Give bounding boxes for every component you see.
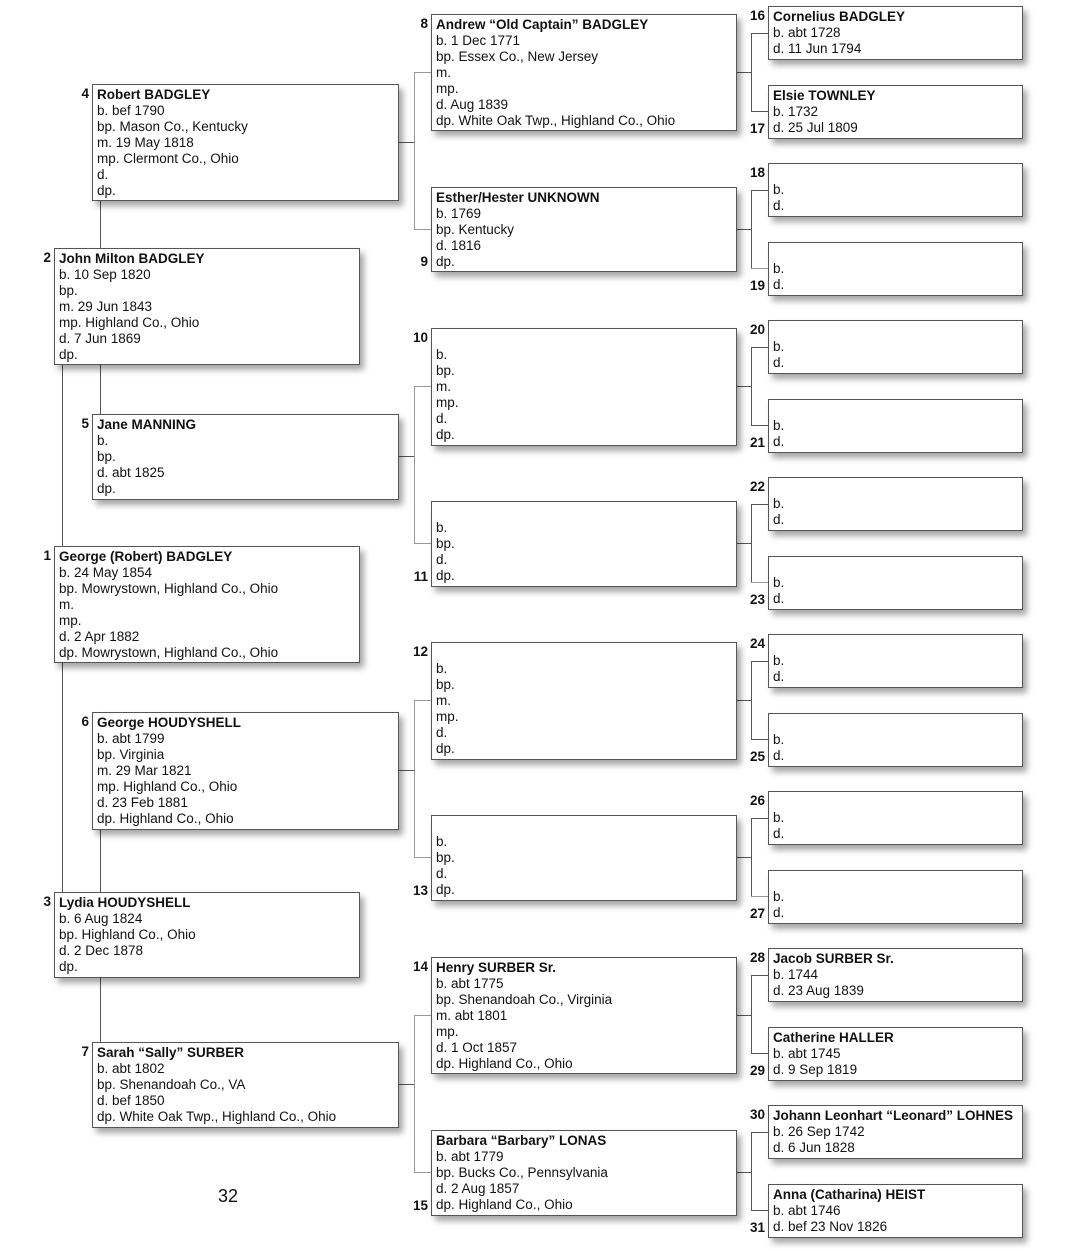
person-box — [431, 328, 737, 446]
person-detail: b. abt 1802 — [97, 1061, 165, 1076]
person-name: Lydia HOUDYSHELL — [59, 895, 191, 910]
person-detail: d. 1 Oct 1857 — [436, 1040, 518, 1055]
person-name: John Milton BADGLEY — [59, 251, 205, 266]
person-detail: b. — [436, 347, 448, 362]
person-detail: d. — [773, 591, 785, 606]
person-box — [768, 163, 1023, 217]
person-detail: mp. Highland Co., Ohio — [59, 315, 200, 330]
connector-line — [399, 142, 414, 143]
connector-line — [737, 857, 751, 858]
ahnentafel-number: 10 — [412, 330, 428, 345]
person-detail: dp. White Oak Twp., Highland Co., Ohio — [97, 1109, 337, 1124]
connector-line — [737, 386, 751, 387]
ahnentafel-number: 9 — [420, 254, 428, 269]
person-detail: bp. Shenandoah Co., Virginia — [436, 992, 613, 1007]
connector-line — [751, 33, 768, 34]
ahnentafel-number: 14 — [412, 959, 428, 974]
person-detail: dp. White Oak Twp., Highland Co., Ohio — [436, 113, 676, 128]
connector-line — [414, 1015, 415, 1173]
ahnentafel-number: 12 — [412, 644, 428, 659]
person-detail: b. — [436, 834, 448, 849]
person-detail: bp. Kentucky — [436, 222, 515, 237]
person-detail: d. 23 Aug 1839 — [773, 983, 864, 998]
ahnentafel-number: 17 — [749, 121, 765, 136]
person-detail: b. — [773, 261, 785, 276]
connector-line — [737, 1172, 751, 1173]
person-detail: dp. — [59, 959, 78, 974]
person-name — [773, 245, 1018, 261]
person-detail: d. — [773, 905, 785, 920]
person-detail: d. — [773, 277, 785, 292]
ahnentafel-number: 24 — [749, 636, 765, 651]
person-detail: dp. Mowrystown, Highland Co., Ohio — [59, 645, 279, 660]
connector-line — [399, 456, 414, 457]
connector-line — [414, 386, 415, 544]
person-name — [436, 818, 732, 834]
ahnentafel-number: 16 — [749, 8, 765, 23]
person-detail: bp. Mason Co., Kentucky — [97, 119, 248, 134]
connector-line — [100, 977, 101, 1042]
person-name: Barbara “Barbary” LONAS — [436, 1133, 607, 1148]
person-detail: b. 26 Sep 1742 — [773, 1124, 865, 1139]
person-name: George HOUDYSHELL — [97, 715, 242, 730]
connector-line — [751, 582, 768, 583]
person-box — [768, 870, 1023, 924]
ahnentafel-number: 18 — [749, 165, 765, 180]
person-detail: dp. — [59, 347, 78, 362]
person-detail: d. — [436, 866, 448, 881]
person-box — [431, 642, 737, 760]
person-detail: mp. — [59, 613, 82, 628]
person-box — [768, 1184, 1023, 1238]
person-name — [773, 716, 1018, 732]
person-box — [768, 85, 1023, 139]
person-box — [768, 399, 1023, 453]
person-detail: d. 9 Sep 1819 — [773, 1062, 858, 1077]
connector-line — [751, 739, 768, 740]
person-detail: m. — [436, 379, 451, 394]
person-detail: bp. — [97, 449, 116, 464]
person-box — [54, 546, 360, 663]
person-box — [768, 713, 1023, 767]
person-detail: d. 2 Dec 1878 — [59, 943, 144, 958]
person-box — [431, 187, 737, 272]
connector-line — [414, 857, 431, 858]
person-detail: dp. — [436, 254, 455, 269]
person-detail: dp. — [97, 481, 116, 496]
person-detail: bp. Bucks Co., Pennsylvania — [436, 1165, 608, 1180]
ahnentafel-number: 15 — [412, 1198, 428, 1213]
person-detail: d. — [773, 512, 785, 527]
person-name — [773, 794, 1018, 810]
person-detail: d. 1816 — [436, 238, 482, 253]
person-detail: d. abt 1825 — [97, 465, 165, 480]
person-name: Cornelius BADGLEY — [773, 9, 906, 24]
connector-line — [414, 700, 415, 858]
connector-line — [737, 229, 751, 230]
person-detail: b. 1 Dec 1771 — [436, 33, 521, 48]
person-name: Robert BADGLEY — [97, 87, 211, 102]
person-detail: d. bef 1850 — [97, 1093, 165, 1108]
person-detail: b. 1732 — [773, 104, 819, 119]
person-name: Jane MANNING — [97, 417, 197, 432]
person-detail: b. — [773, 889, 785, 904]
person-detail: d. — [773, 434, 785, 449]
connector-line — [751, 818, 768, 819]
person-box — [431, 14, 737, 131]
connector-line — [751, 975, 752, 1053]
connector-line — [751, 347, 768, 348]
connector-line — [414, 543, 431, 544]
person-detail: b. — [773, 418, 785, 433]
person-detail: mp. — [436, 1024, 459, 1039]
person-name: Elsie TOWNLEY — [773, 88, 876, 103]
person-name — [773, 480, 1018, 496]
person-detail: b. 10 Sep 1820 — [59, 267, 151, 282]
person-detail: mp. — [436, 81, 459, 96]
person-detail: bp. Highland Co., Ohio — [59, 927, 196, 942]
person-detail: b. 1769 — [436, 206, 482, 221]
person-name: Catherine HALLER — [773, 1030, 894, 1045]
connector-line — [751, 896, 768, 897]
person-name — [773, 559, 1018, 575]
page-number: 32 — [218, 1186, 239, 1206]
ahnentafel-number: 30 — [749, 1107, 765, 1122]
connector-line — [414, 1172, 431, 1173]
person-detail: mp. — [436, 709, 459, 724]
person-name — [773, 166, 1018, 182]
ahnentafel-number: 26 — [749, 793, 765, 808]
connector-line — [751, 661, 768, 662]
person-detail: b. abt 1775 — [436, 976, 504, 991]
person-detail: d. — [773, 748, 785, 763]
person-box — [768, 791, 1023, 845]
person-box — [768, 556, 1023, 610]
person-detail: bp. — [436, 850, 455, 865]
person-detail: m. 29 Jun 1843 — [59, 299, 153, 314]
connector-line — [751, 268, 768, 269]
connector-line — [414, 1015, 431, 1016]
ahnentafel-number: 19 — [749, 278, 765, 293]
person-detail: d. 6 Jun 1828 — [773, 1140, 855, 1155]
person-name — [773, 873, 1018, 889]
ahnentafel-number: 23 — [749, 592, 765, 607]
person-detail: bp. Virginia — [97, 747, 165, 762]
person-detail: b. — [773, 653, 785, 668]
person-detail: dp. Highland Co., Ohio — [97, 811, 234, 826]
connector-line — [751, 1132, 752, 1210]
person-name: Andrew “Old Captain” BADGLEY — [436, 17, 649, 32]
person-detail: mp. — [436, 395, 459, 410]
connector-line — [414, 72, 415, 230]
ahnentafel-number: 8 — [420, 16, 428, 31]
connector-line — [751, 190, 752, 268]
ahnentafel-number: 28 — [749, 950, 765, 965]
connector-line — [414, 386, 431, 387]
connector-line — [399, 1084, 414, 1085]
person-box — [768, 1105, 1023, 1159]
person-detail: d. 7 Jun 1869 — [59, 331, 141, 346]
person-detail: b. abt 1745 — [773, 1046, 841, 1061]
person-detail: bp. Mowrystown, Highland Co., Ohio — [59, 581, 279, 596]
person-detail: b. bef 1790 — [97, 103, 165, 118]
person-detail: b. — [773, 496, 785, 511]
connector-line — [751, 33, 752, 111]
ahnentafel-number: 29 — [749, 1063, 765, 1078]
connector-line — [399, 770, 414, 771]
person-detail: bp. — [59, 283, 78, 298]
person-detail: dp. — [436, 741, 455, 756]
person-detail: d. bef 23 Nov 1826 — [773, 1219, 888, 1234]
person-box — [431, 1130, 737, 1216]
person-detail: b. — [773, 575, 785, 590]
person-name — [773, 402, 1018, 418]
person-detail: b. — [773, 732, 785, 747]
connector-line — [100, 200, 101, 248]
person-detail: d. — [97, 167, 109, 182]
connector-line — [737, 72, 751, 73]
ahnentafel-number: 22 — [749, 479, 765, 494]
person-detail: d. — [773, 198, 785, 213]
ahnentafel-number: 4 — [81, 86, 89, 101]
person-box — [54, 248, 360, 365]
ahnentafel-number: 7 — [81, 1044, 89, 1059]
connector-line — [751, 347, 752, 425]
connector-line — [751, 504, 768, 505]
ahnentafel-number: 20 — [749, 322, 765, 337]
ahnentafel-number: 31 — [749, 1220, 765, 1235]
person-detail: bp. Shenandoah Co., VA — [97, 1077, 246, 1092]
person-name — [436, 331, 732, 347]
person-name — [436, 504, 732, 520]
person-box — [92, 1042, 399, 1128]
person-detail: d. 2 Apr 1882 — [59, 629, 140, 644]
connector-line — [100, 829, 101, 892]
person-detail: dp. — [436, 427, 455, 442]
person-detail: d. — [773, 826, 785, 841]
person-box — [768, 634, 1023, 688]
connector-line — [751, 818, 752, 896]
person-detail: b. — [773, 182, 785, 197]
person-detail: d. Aug 1839 — [436, 97, 509, 112]
connector-line — [414, 700, 431, 701]
person-name: Johann Leonhart “Leonard” LOHNES — [773, 1108, 1014, 1123]
ahnentafel-number: 11 — [413, 569, 428, 584]
person-name: Sarah “Sally” SURBER — [97, 1045, 245, 1060]
person-detail: b. — [436, 520, 448, 535]
connector-line — [414, 72, 431, 73]
connector-line — [414, 229, 431, 230]
ahnentafel-number: 2 — [43, 250, 51, 265]
person-detail: b. — [773, 810, 785, 825]
connector-line — [737, 543, 751, 544]
connector-line — [751, 425, 768, 426]
person-detail: m. — [59, 597, 74, 612]
person-detail: b. — [436, 661, 448, 676]
person-detail: dp. — [436, 568, 455, 583]
person-detail: b. abt 1779 — [436, 1149, 504, 1164]
connector-line — [751, 975, 768, 976]
connector-line — [751, 1210, 768, 1211]
person-detail: d. 11 Jun 1794 — [773, 41, 862, 56]
person-box — [54, 892, 360, 978]
person-detail: b. 6 Aug 1824 — [59, 911, 143, 926]
ahnentafel-number: 1 — [43, 548, 51, 563]
person-detail: m. — [436, 693, 451, 708]
ahnentafel-number: 27 — [749, 906, 765, 921]
person-box — [768, 477, 1023, 531]
connector-line — [100, 364, 101, 414]
person-name: Henry SURBER Sr. — [436, 960, 557, 975]
person-box — [92, 414, 399, 500]
person-box — [768, 320, 1023, 374]
ahnentafel-number: 25 — [749, 749, 765, 764]
person-name — [773, 323, 1018, 339]
person-detail: d. 2 Aug 1857 — [436, 1181, 520, 1196]
person-detail: mp. Clermont Co., Ohio — [97, 151, 239, 166]
person-box — [768, 1027, 1023, 1081]
ahnentafel-number: 3 — [43, 894, 51, 909]
connector-line — [751, 1132, 768, 1133]
person-detail: d. — [773, 355, 785, 370]
person-detail: dp. Highland Co., Ohio — [436, 1197, 573, 1212]
person-detail: bp. — [436, 536, 455, 551]
person-detail: d. — [436, 552, 448, 567]
person-detail: m. — [436, 65, 451, 80]
person-box — [92, 84, 399, 201]
ahnentafel-number: 21 — [749, 435, 765, 450]
person-box — [431, 815, 737, 901]
person-box — [431, 501, 737, 587]
person-detail: bp. — [436, 363, 455, 378]
person-box — [768, 242, 1023, 296]
person-name — [436, 645, 732, 661]
person-detail: dp. — [97, 183, 116, 198]
person-detail: d. — [436, 725, 448, 740]
connector-line — [751, 111, 768, 112]
person-detail: mp. Highland Co., Ohio — [97, 779, 238, 794]
person-box — [768, 6, 1023, 60]
ahnentafel-number: 13 — [412, 883, 428, 898]
person-detail: b. — [97, 433, 109, 448]
ahnentafel-number: 5 — [81, 416, 89, 431]
person-detail: m. 19 May 1818 — [97, 135, 194, 150]
person-detail: b. — [773, 339, 785, 354]
ahnentafel-number: 6 — [81, 714, 89, 729]
connector-line — [751, 190, 768, 191]
connector-line — [751, 504, 752, 582]
person-detail: b. abt 1746 — [773, 1203, 841, 1218]
person-detail: b. abt 1799 — [97, 731, 165, 746]
person-name: Anna (Catharina) HEIST — [773, 1187, 926, 1202]
person-name — [773, 637, 1018, 653]
person-detail: b. 1744 — [773, 967, 819, 982]
person-detail: dp. — [436, 882, 455, 897]
person-detail: m. 29 Mar 1821 — [97, 763, 192, 778]
person-name: George (Robert) BADGLEY — [59, 549, 233, 564]
person-detail: d. — [436, 411, 448, 426]
person-box — [431, 957, 737, 1074]
person-detail: b. abt 1728 — [773, 25, 841, 40]
person-box — [768, 948, 1023, 1002]
connector-line — [751, 661, 752, 739]
person-detail: b. 24 May 1854 — [59, 565, 153, 580]
person-detail: dp. Highland Co., Ohio — [436, 1056, 573, 1071]
person-detail: d. 23 Feb 1881 — [97, 795, 188, 810]
person-detail: bp. — [436, 677, 455, 692]
person-detail: d. — [773, 669, 785, 684]
person-name: Jacob SURBER Sr. — [773, 951, 894, 966]
connector-line — [737, 1015, 751, 1016]
person-detail: d. 25 Jul 1809 — [773, 120, 858, 135]
person-box — [92, 712, 399, 830]
connector-line — [751, 1053, 768, 1054]
person-name: Esther/Hester UNKNOWN — [436, 190, 600, 205]
person-detail: m. abt 1801 — [436, 1008, 508, 1023]
person-detail: bp. Essex Co., New Jersey — [436, 49, 599, 64]
connector-line — [737, 700, 751, 701]
